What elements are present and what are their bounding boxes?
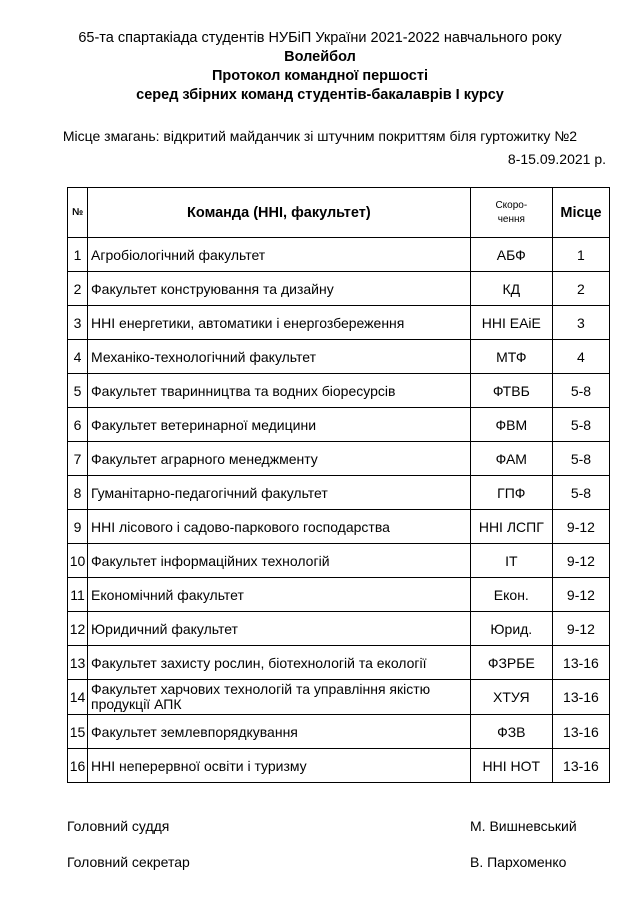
event-title: 65-та спартакіада студентів НУБіП України 2021-2022 навчального року — [78, 30, 562, 46]
header-abbr-line2: чення — [497, 213, 525, 225]
row-abbr: КД — [470, 272, 552, 306]
protocol-title: Протокол командної першості — [212, 68, 428, 84]
row-place: 13-16 — [552, 680, 609, 715]
row-place: 5-8 — [552, 374, 609, 408]
row-num: 12 — [68, 612, 88, 646]
row-num: 1 — [68, 238, 88, 272]
row-team: Факультет інформаційних технологій — [88, 544, 471, 578]
row-team: Юридичний факультет — [88, 612, 471, 646]
row-abbr: АБФ — [470, 238, 552, 272]
row-team: ННІ неперервної освіти і туризму — [88, 749, 471, 783]
row-team: Механіко-технологічний факультет — [88, 340, 471, 374]
secretary-title: Головний секретар — [67, 854, 190, 870]
table-row — [68, 544, 610, 578]
row-abbr: ІТ — [470, 544, 552, 578]
row-num: 3 — [68, 306, 88, 340]
row-place: 9-12 — [552, 544, 609, 578]
table-row — [68, 408, 610, 442]
row-place: 3 — [552, 306, 609, 340]
row-abbr: ФЗВ — [470, 715, 552, 749]
table-row — [68, 578, 610, 612]
row-num: 14 — [68, 680, 88, 715]
row-abbr: Екон. — [470, 578, 552, 612]
row-team: Агробіологічний факультет — [88, 238, 471, 272]
row-team: Гуманітарно-педагогічний факультет — [88, 476, 471, 510]
row-num: 16 — [68, 749, 88, 783]
row-team: ННІ енергетики, автоматики і енергозбереження — [88, 306, 471, 340]
secretary-name: В. Пархоменко — [470, 854, 567, 870]
row-team: Факультет тваринництва та водних біоресурсів — [88, 374, 471, 408]
row-abbr: ННІ НОТ — [470, 749, 552, 783]
table-row — [68, 272, 610, 306]
venue-text: Місце змагань: відкритий майданчик зі штучним покриттям біля гуртожитку №2 — [62, 128, 578, 144]
results-table — [67, 187, 610, 783]
table-row — [68, 238, 610, 272]
row-place: 13-16 — [552, 749, 609, 783]
row-team: ННІ лісового і садово-паркового господарства — [88, 510, 471, 544]
table-row — [68, 646, 610, 680]
row-abbr: ХТУЯ — [470, 680, 552, 715]
row-team: Факультет аграрного менеджменту — [88, 442, 471, 476]
row-abbr: ННІ ЕАіЕ — [470, 306, 552, 340]
row-abbr: ФАМ — [470, 442, 552, 476]
table-row — [68, 340, 610, 374]
row-place: 13-16 — [552, 715, 609, 749]
row-place: 9-12 — [552, 510, 609, 544]
row-place: 1 — [552, 238, 609, 272]
row-abbr: ФВМ — [470, 408, 552, 442]
row-abbr: ФЗРБЕ — [470, 646, 552, 680]
table-row — [68, 715, 610, 749]
row-num: 10 — [68, 544, 88, 578]
row-abbr: ФТВБ — [470, 374, 552, 408]
header-place: Місце — [552, 188, 609, 238]
row-team: Економічний факультет — [88, 578, 471, 612]
row-num: 9 — [68, 510, 88, 544]
header-team: Команда (ННІ, факультет) — [88, 188, 471, 238]
sport-title: Волейбол — [284, 49, 356, 65]
row-abbr: ГПФ — [470, 476, 552, 510]
row-place: 9-12 — [552, 612, 609, 646]
table-row — [68, 680, 610, 715]
row-place: 2 — [552, 272, 609, 306]
row-num: 6 — [68, 408, 88, 442]
header-abbr-line1: Скоро- — [495, 199, 528, 211]
row-place: 9-12 — [552, 578, 609, 612]
judge-title: Головний суддя — [67, 818, 170, 834]
table-row — [68, 749, 610, 783]
row-abbr: МТФ — [470, 340, 552, 374]
judge-name: М. Вишневський — [470, 818, 577, 834]
row-place: 13-16 — [552, 646, 609, 680]
row-team: Факультет харчових технологій та управління якістю продукції АПК — [88, 680, 471, 715]
row-place: 5-8 — [552, 408, 609, 442]
header-abbr — [470, 188, 552, 238]
table-row — [68, 476, 610, 510]
row-team: Факультет землевпорядкування — [88, 715, 471, 749]
row-team: Факультет конструювання та дизайну — [88, 272, 471, 306]
row-num: 2 — [68, 272, 88, 306]
table-row — [68, 306, 610, 340]
row-num: 13 — [68, 646, 88, 680]
row-abbr: Юрид. — [470, 612, 552, 646]
row-num: 7 — [68, 442, 88, 476]
document-header — [0, 29, 640, 105]
table-row — [68, 374, 610, 408]
row-num: 5 — [68, 374, 88, 408]
row-num: 11 — [68, 578, 88, 612]
row-num: 15 — [68, 715, 88, 749]
table-row — [68, 612, 610, 646]
row-abbr: ННІ ЛСПГ — [470, 510, 552, 544]
row-team: Факультет ветеринарної медицини — [88, 408, 471, 442]
row-team: Факультет захисту рослин, біотехнологій та екології — [88, 646, 471, 680]
header-num: № — [68, 188, 88, 238]
row-place: 4 — [552, 340, 609, 374]
table-header-row — [68, 188, 610, 238]
protocol-subtitle: серед збірних команд студентів-бакалаврів І курсу — [136, 87, 504, 103]
row-place: 5-8 — [552, 476, 609, 510]
row-num: 8 — [68, 476, 88, 510]
table-row — [68, 510, 610, 544]
table-row — [68, 442, 610, 476]
row-place: 5-8 — [552, 442, 609, 476]
date-text: 8-15.09.2021 р. — [507, 151, 606, 167]
row-num: 4 — [68, 340, 88, 374]
